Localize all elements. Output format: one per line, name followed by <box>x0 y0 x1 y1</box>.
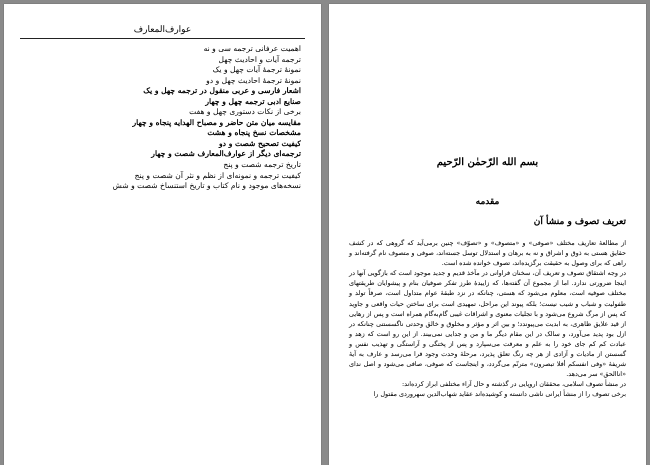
toc-entry: اشعار فارسی و عربی منقول در ترجمه چهل و یک <box>143 86 301 96</box>
toc-entry: نمونهٔ ترجمهٔ آیات چهل و یک <box>212 65 301 75</box>
toc-entry: کیفیت ترجمه و نمونه‌ای از نظم و نثر آن شصت و پنج <box>134 170 301 180</box>
running-head: عوارف‌المعارف <box>133 25 192 35</box>
section-title: تعریف تصوف و منشأ آن <box>533 217 626 227</box>
toc-entry: کیفیت تصحیح شصت و دو <box>219 138 301 148</box>
toc-entry: برخی از نکات دستوری چهل و هفت <box>189 107 301 117</box>
toc-entry: اهمیت عرفانی ترجمه سی و نه <box>203 44 301 53</box>
header-rule <box>20 38 305 39</box>
toc-entry: ترجمه آیات و احادیث چهل <box>218 54 301 64</box>
paragraph: برخی تصوف را از منشأ ایرانی ناشی دانسته و کوشیده‌اند عقاید شهاب‌الدین سهروردی مقتول را <box>373 390 626 399</box>
toc-entry: مشخصات نسخ پنجاه و هشت <box>207 128 301 138</box>
table-of-contents <box>20 44 301 192</box>
toc-entry: نمونهٔ ترجمهٔ احادیث چهل و دو <box>206 75 301 85</box>
paragraph: از مطالعهٔ تعاریف مختلف «صوفی» و «متصوف» و «تصوّف» چنین برمی‌آید که گروهی که در کشف حقایق هستی به ذوق و اشراق و نه به برهان و استدلال توسل جسته‌اند، صوفی و متصوف نام گرفته‌اند و راهی که برای وصول به حقیقت برگزیده‌اند، تصوف خوانده شده است. <box>349 239 626 268</box>
paragraph: در وجه اشتقاق تصوف و تعریف آن، سخنان فراوانی در مآخذ قدیم و جدید موجود است که بازگویی آنها در اینجا ضرورتی ندارد. اما از مجموع آن گفته‌ها، که زاییدهٔ طرز تفکر صوفیان بنام و پیشوایان طریقتهای مختلف صوفیه است، معلوم می‌شود که هستی، چنانکه در نزد طبقهٔ عوام متداول است، صرفاً تولد و طفولیت و شباب و شیب نیست؛ بلکه پیوند این مراحل، تمهیدی است برای ساختن حیات واقعی و جاوید که پس از مرگ شروع می‌شود و با تجلیات معنوی و اشراقات غیبی گام‌به‌گام همراه است و پس از رهایی از قید علایق ظاهری، به ابدیت می‌پیوندد؛ و بین اثر و مؤثر و مخلوق و خالق وحدتی ناگسستنی چنانکه در ازل بود پدید می‌آورد، و سالک در این مقام دیگر ما و من و جدایی نمی‌بیند. از این رو است که زهد و عبادت کم کم جای خود را به علم و معرفت می‌سپارد و پس از پختگی و آراستگی و تهذیب نفس و گسستن از مادیات و آزادی از هر چه رنگ تعلق پذیرد، مرحلهٔ وحدت وجود فرا می‌رسد و عارف به آیهٔ شریفهٔ «وفی انفسکم أفلا تبصرون» مترنّم می‌گردد، و اینجاست که صوفی، صافی می‌شود و اصل ندای «اناالحق» سر می‌دهد. <box>349 269 626 379</box>
toc-entry: نسخه‌های موجود و نام کتاب و تاریخ استنساخ شصت و شش <box>112 181 301 191</box>
toc-entry: ترجمه‌ای دیگر از عوارف‌المعارف شصت و چهار <box>151 149 301 159</box>
toc-entry: صنایع ادبی ترجمه چهل و چهار <box>205 96 301 106</box>
chapter-heading: مقدمه <box>475 197 500 207</box>
toc-entry: مقایسه میان متن حاضر و مصباح الهدایه پنجاه و چهار <box>132 117 301 127</box>
paragraph: در منشأ تصوف اسلامی، محققان اروپایی در گذشته و حال آراء مختلفی ابراز کرده‌اند: <box>402 380 626 389</box>
body-text <box>349 238 626 400</box>
basmala: بسم الله الرّحمٰن الرّحیم <box>436 157 539 168</box>
left-page <box>4 4 321 465</box>
toc-entry: تاریخ ترجمه شصت و پنج <box>223 160 301 170</box>
right-page <box>329 4 646 465</box>
